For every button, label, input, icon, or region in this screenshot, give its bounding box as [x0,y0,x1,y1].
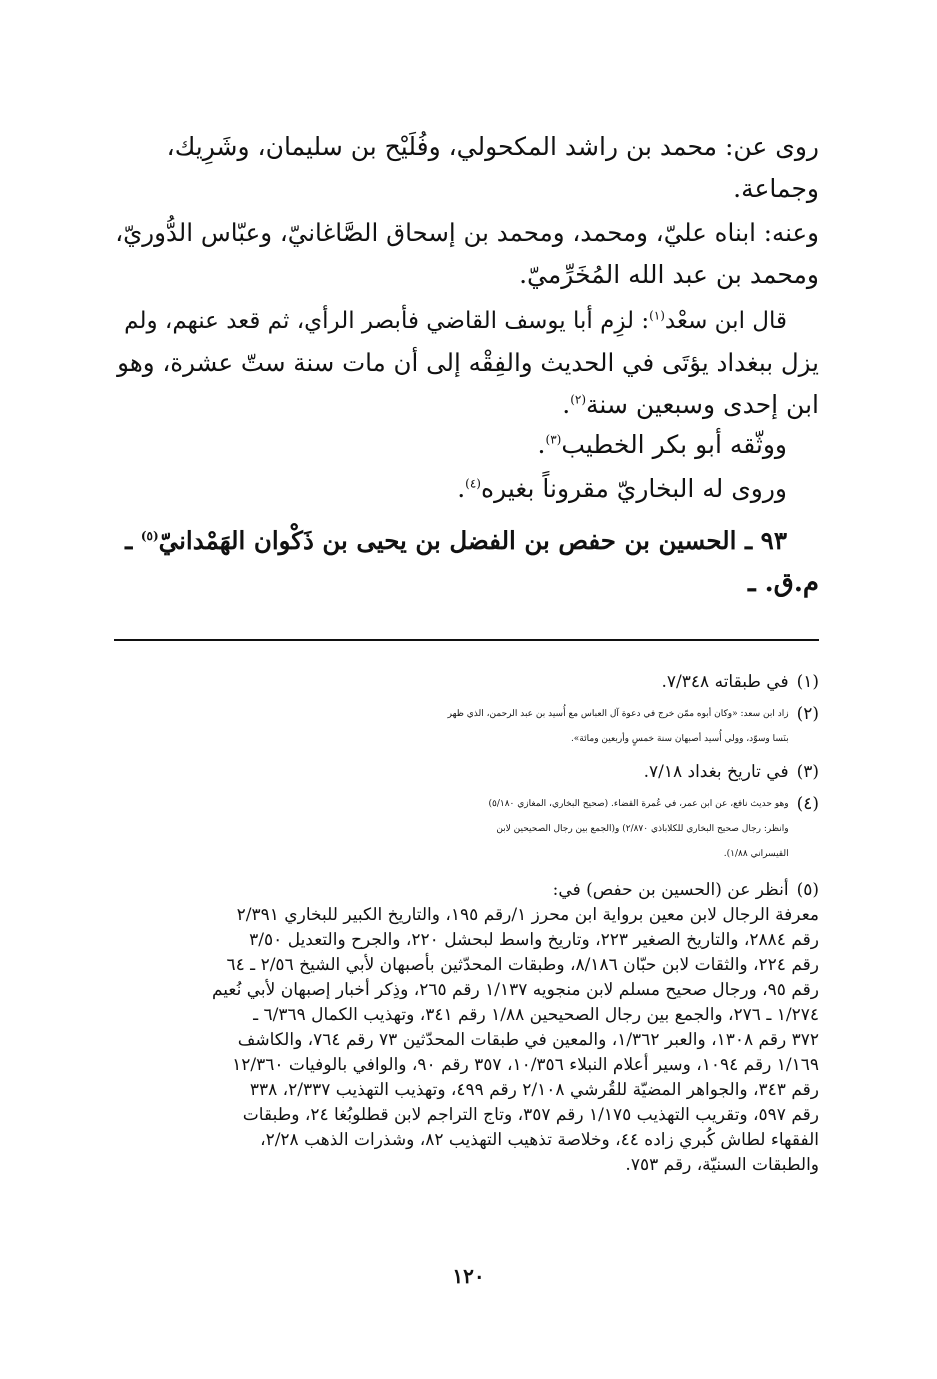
footnote-number: (٢) [796,704,819,724]
paragraph-ibn-saad-quote [114,300,819,426]
source-line: ١/١٦٩ رقم ١٠٩٤، وسير أعلام النبلاء ١٠/٣٥٦، ٣٥٧ رقم ٩٠، والوافي بالوفيات ١٢/٣٦٠ [232,1055,819,1075]
text-line: ومحمد بن عبد الله المُخَرِّميّ. [519,260,819,289]
footnote-ref-3[interactable]: (٣) [545,432,562,447]
footnote-item [114,760,819,785]
text-line [114,468,819,510]
page-number: ١٢٠ [452,1264,485,1288]
footnote-line: زاد ابن سعد: «وكان أبوه ممّن خرج في دعوة آل العباس مع أُسيد بن عبد الرحمن، الذي ظهر [447,709,789,719]
source-line: رقم ٥٩٧، وتقريب التهذيب ١/١٧٥ رقم ٣٥٧، وتاج التراجم لابن قطلوبُغا ٢٤، وطبقات [242,1105,819,1125]
footnote-text: في تاريخ بغداد ٧/١٨. [643,762,789,782]
footnote-item [114,670,819,695]
source-line: ١/٢٧٤ ـ ٢٧٦، والجمع بين رجال الصحيحين ١/٨٨ رقم ٣٤١، وتهذيب الكمال ٦/٣٦٩ ـ [253,1005,819,1025]
source-line: الفقهاء لطاش كُبري زاده ٤٤، وخلاصة تذهيب التهذيب ٨٢، وشذرات الذهب ٢/٢٨، [260,1130,819,1150]
footnote-item [114,792,819,867]
text-run: ٩٣ ـ الحسين بن حفص بن الفضل بن يحيى بن ذَكْوان الهَمْدانيّ [158,526,787,555]
footnote-number: (٤) [796,794,819,814]
text-line: يزل ببغداد يؤتَى في الحديث والفِقْه إلى أن مات سنة ستّ عشرة، وهو [117,348,819,377]
footnote-4 [114,792,819,867]
footnote-separator [114,639,819,641]
footnote-number: (٣) [796,762,819,782]
footnote-3 [114,760,819,785]
footnote-1 [114,670,819,695]
source-line: رقم ٢٢٤، والثقات لابن حبّان ٨/١٨٦، وطبقات المحدّثين بأصبهان لأبي الشيخ ٢/٥٦ ـ ٦٤ [226,955,819,975]
text-run: قال ابن سعْد [664,308,787,334]
text-line: روى عن: محمد بن راشد المكحولي، وفُلَيْح بن سليمان، وشَرِيك، [166,132,819,161]
text-line: وجماعة. [733,174,819,203]
text-run: ابن إحدى وسبعين سنة [586,390,819,419]
text-line [114,424,819,466]
footnote-ref-4[interactable]: (٤) [465,476,481,491]
text-run: . [457,474,466,503]
footnote-text: في طبقاته ٧/٣٤٨. [661,672,789,692]
text-run: : لزِم أبا يوسف القاضي فأبصر الرأي، ثم قعد عنهم، ولم [124,308,650,334]
footnote-text: أنظر عن (الحسين بن حفص) في: [552,880,789,900]
text-run: ـ [125,526,141,555]
paragraph-narrated-from [114,126,819,210]
text-run: وروى له البخاريّ مقروناً بغيره [480,474,787,503]
footnote-line: القيسراني ١/٨٨). [723,849,789,859]
paragraph-bukhari [114,468,819,510]
footnote-ref-2[interactable]: (٢) [570,392,587,407]
text-run: . [537,430,546,459]
entry-heading-93 [114,520,819,604]
source-line: رقم ٢٨٨٤، والتاريخ الصغير ٢٢٣، وتاريخ واسط لبحشل ٢٢٠، والجرح والتعديل ٣/٥٠ [249,930,819,950]
source-line: رقم ٩٥، ورجال صحيح مسلم لابن منجويه ١/١٣٧ رقم ٢٦٥، وذِكر أخبار إصبهان لأبي نُعيم [211,980,819,1000]
text-run: ووثّقه أبو بكر الخطيب [561,430,787,459]
source-line: والطبقات السنيّة، رقم ٧٥٣. [625,1155,819,1175]
source-line: ٣٧٢ رقم ١٣٠٨، والعبر ١/٣٦٢، والمعين في طبقات المحدّثين ٧٣ رقم ٧٦٤، والكاشف [237,1030,819,1050]
text-line: م.ق. ـ [747,568,819,598]
paragraph-khatib [114,424,819,466]
text-line [114,384,819,426]
text-line [114,520,819,562]
footnote-item [114,878,819,903]
text-line: وعنه: ابناه عليّ، ومحمد، ومحمد بن إسحاق الصَّاغانيّ، وعبّاس الدُّوريّ، [115,218,819,247]
footnote-number: (١) [796,672,819,692]
footnote-body [114,702,789,752]
footnote-body [114,792,789,867]
footnote-number: (٥) [796,880,819,900]
footnote-2 [114,702,819,752]
footnote-line: بنَسا وسوّد، وولي أُسيد أصبهان سنة خمسٍ وأربعين ومائة». [570,734,789,744]
footnote-5 [114,878,819,1178]
footnote-line: وانظر: رجال صحيح البخاري للكلاباذي ٢/٨٧٠) و(الجمع بين رجال الصحيحين لابن [496,824,789,834]
source-line: معرفة الرجال لابن معين برواية ابن محرز ١/رقم ١٩٥، والتاريخ الكبير للبخاري ٢/٣٩١ [236,905,819,925]
footnote-ref-5[interactable]: (٥) [140,528,159,543]
paragraph-narrated-by [114,212,819,296]
source-line: رقم ٣٤٣، والجواهر المضيّة للقُرشي ٢/١٠٨ رقم ٤٩٩، وتهذيب التهذيب ٢/٣٣٧، ٣٣٨ [249,1080,819,1100]
footnote-item [114,702,819,752]
footnote-line: وهو حديث نافع، عن ابن عمر، في عُمرة القضاء. (صحيح البخاري، المغازي ٥/١٨٠) [488,799,789,809]
footnote-ref-1[interactable]: (١) [649,308,665,323]
text-line [114,300,819,342]
text-run: . [562,390,571,419]
